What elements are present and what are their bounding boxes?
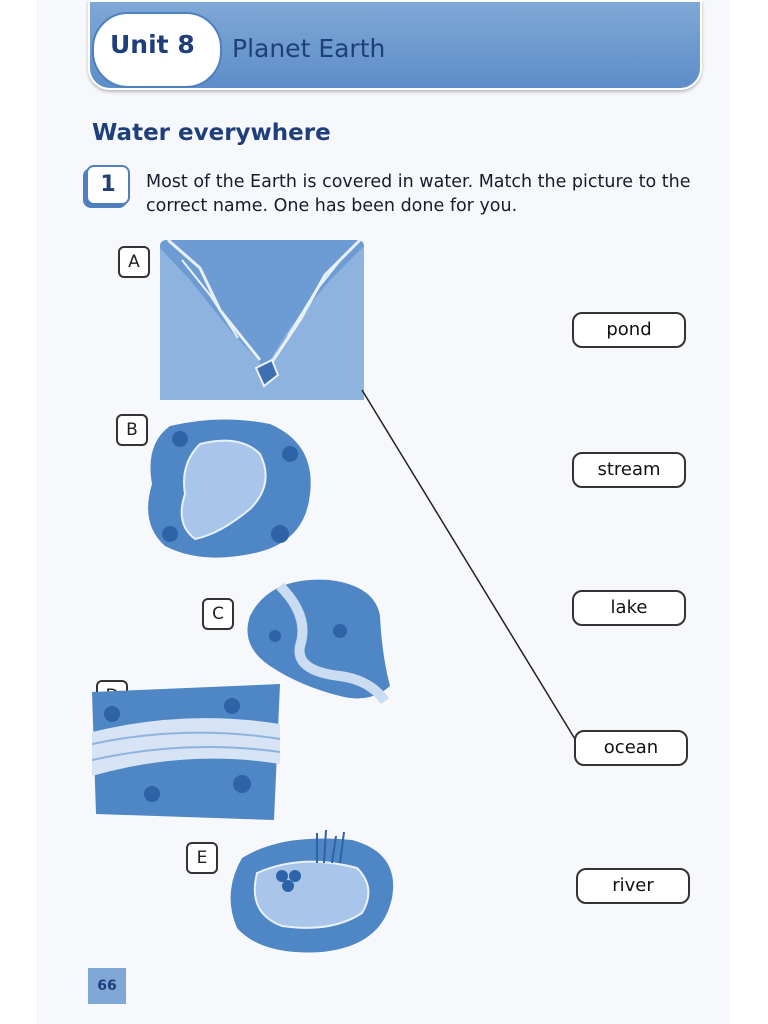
answer-box-river[interactable]: river xyxy=(576,868,690,904)
section-title: Water everywhere xyxy=(92,120,331,146)
unit-title: Planet Earth xyxy=(232,34,386,63)
answer-box-pond[interactable]: pond xyxy=(572,312,686,348)
letter-c: C xyxy=(202,598,234,630)
exercise-instruction: Most of the Earth is covered in water. Match the picture to the correct name. One has been done for you. xyxy=(146,172,691,216)
exercise-number: 1 xyxy=(86,165,130,205)
answer-box-ocean[interactable]: ocean xyxy=(574,730,688,766)
page-number: 66 xyxy=(88,968,126,1004)
answer-box-lake[interactable]: lake xyxy=(572,590,686,626)
unit-label: Unit 8 xyxy=(110,30,195,59)
letter-b: B xyxy=(116,414,148,446)
answer-box-stream[interactable]: stream xyxy=(572,452,686,488)
letter-e: E xyxy=(186,842,218,874)
letter-a: A xyxy=(118,246,150,278)
